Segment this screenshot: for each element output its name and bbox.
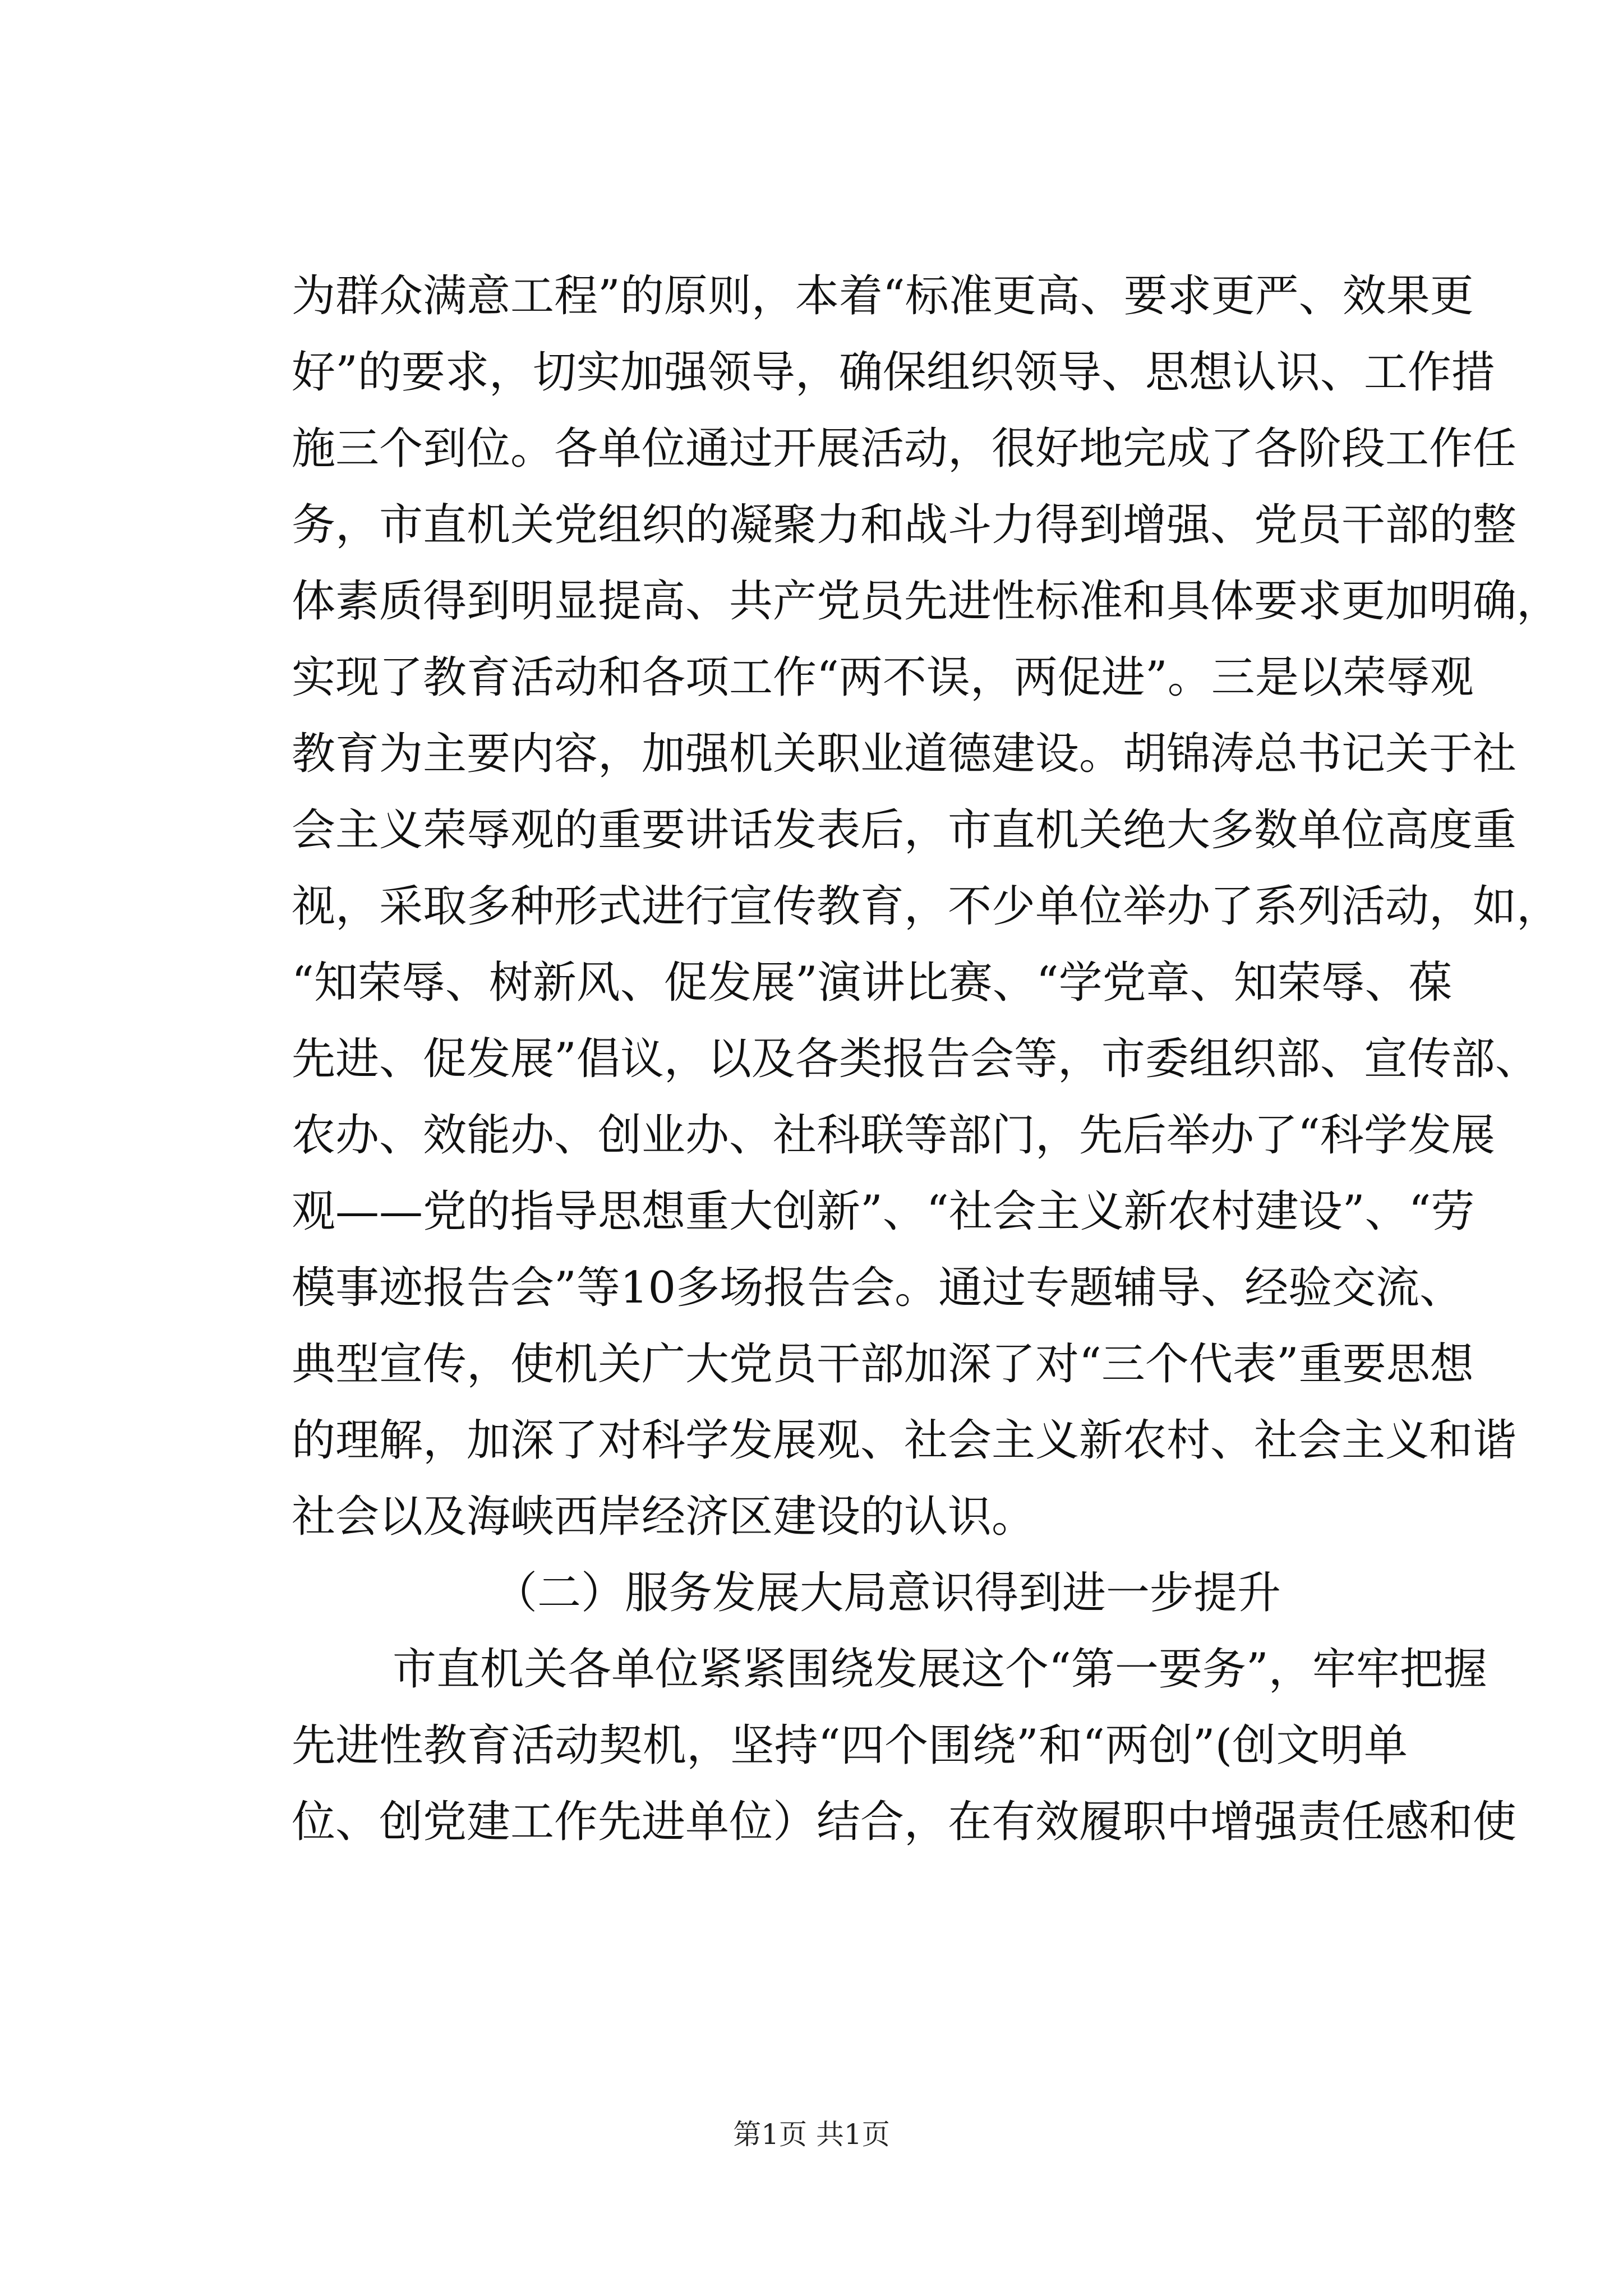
paragraph-line: 实现了教育活动和各项工作“两不误，两促进”。三是以荣辱观 xyxy=(292,652,1474,703)
paragraph-line: 观——党的指导思想重大创新”、“社会主义新农村建设”、“劳 xyxy=(292,1186,1475,1237)
paragraph-line: 施三个到位。各单位通过开展活动，很好地完成了各阶段工作任 xyxy=(292,424,1517,474)
paragraph-line: 会主义荣辱观的重要讲话发表后，市直机关绝大多数单位高度重 xyxy=(292,805,1517,855)
paragraph-line: 的理解，加深了对科学发展观、社会主义新农村、社会主义和谐 xyxy=(292,1415,1517,1466)
paragraph-line: 教育为主要内容，加强机关职业道德建设。胡锦涛总书记关于社 xyxy=(292,729,1517,779)
paragraph-line: 典型宣传，使机关广大党员干部加深了对“三个代表”重要思想 xyxy=(292,1339,1474,1389)
paragraph-line: 农办、效能办、创业办、社科联等部门，先后举办了“科学发展 xyxy=(292,1110,1495,1161)
section-heading: （二）服务发展大局意识得到进一步提升 xyxy=(494,1568,1281,1618)
paragraph-line: 好”的要求，切实加强领导，确保组织领导、思想认识、工作措 xyxy=(292,347,1495,398)
page-footer: 第1页 共1页 xyxy=(733,2118,890,2151)
paragraph-line: 社会以及海峡西岸经济区建设的认识。 xyxy=(292,1492,1036,1542)
document-body xyxy=(292,258,1561,1860)
paragraph-line: 为群众满意工程”的原则，本着“标准更高、要求更严、效果更 xyxy=(292,271,1474,321)
paragraph-line: 先进性教育活动契机，坚持“四个围绕”和“两创”(创文明单 xyxy=(292,1720,1408,1771)
paragraph-line: 先进、促发展”倡议，以及各类报告会等，市委组织部、宣传部、 xyxy=(292,1034,1539,1084)
paragraph-line: 模事迹报告会”等10多场报告会。通过专题辅导、经验交流、 xyxy=(292,1263,1464,1313)
paragraph-line: 位、创党建工作先进单位）结合，在有效履职中增强责任感和使 xyxy=(292,1797,1517,1847)
paragraph-line: “知荣辱、树新风、促发展”演讲比赛、“学党章、知荣辱、葆 xyxy=(292,958,1453,1008)
paragraph-line: 体素质得到明显提高、共产党员先进性标准和具体要求更加明确， xyxy=(292,576,1561,627)
paragraph-line: 视，采取多种形式进行宣传教育，不少单位举办了系列活动，如， xyxy=(292,881,1561,932)
paragraph-line: 务，市直机关党组织的凝聚力和战斗力得到增强、党员干部的整 xyxy=(292,500,1517,550)
paragraph-line: 市直机关各单位紧紧围绕发展这个“第一要务”，牢牢把握 xyxy=(393,1644,1487,1695)
